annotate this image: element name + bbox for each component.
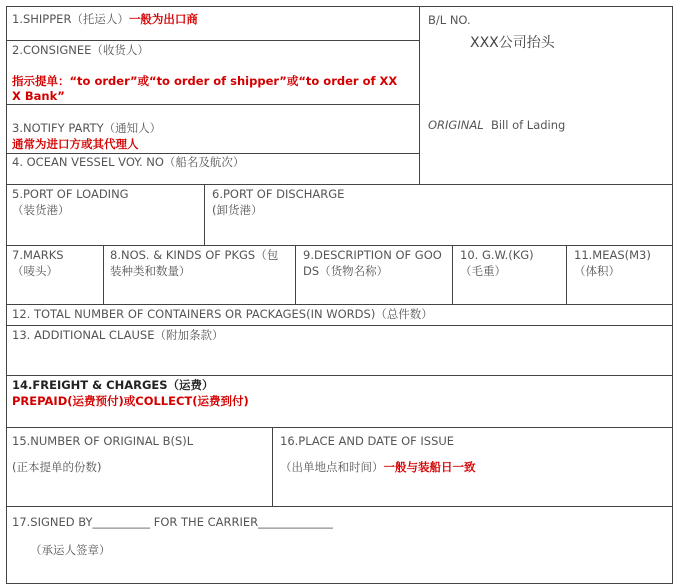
bl-no-label: B/L NO. bbox=[428, 13, 471, 27]
notify-party-label: 3.NOTIFY PARTY（通知人） bbox=[12, 121, 162, 135]
bl-company-header: XXX公司抬头 bbox=[470, 35, 555, 51]
rule-pkgs-divider bbox=[295, 245, 296, 305]
issue-place-date-label: 16.PLACE AND DATE OF ISSUE bbox=[280, 434, 455, 448]
rule-desc-divider bbox=[452, 245, 453, 305]
total-number-label: 12. TOTAL NUMBER OF CONTAINERS OR PACKAGES(IN WORDS)（总件数） bbox=[12, 307, 433, 321]
rule-ports-divider bbox=[204, 184, 205, 246]
port-of-discharge-label: 6.PORT OF DISCHARGE bbox=[212, 187, 345, 201]
description-label-line2: DS（货物名称） bbox=[303, 264, 389, 278]
rule-ports-bottom bbox=[6, 245, 673, 246]
rule-goods-bottom bbox=[6, 304, 673, 305]
consignee-note-line2: X Bank” bbox=[12, 89, 65, 103]
rule-total-bottom bbox=[6, 325, 673, 326]
rule-vessel-bottom bbox=[6, 184, 673, 185]
rule-notify-bottom bbox=[6, 153, 419, 154]
shipper-note: 一般为出口商 bbox=[128, 12, 198, 26]
notify-party-note: 通常为进口方或其代理人 bbox=[12, 137, 139, 151]
port-of-loading-label: 5.PORT OF LOADING bbox=[12, 187, 129, 201]
original-bl-count-label: 15.NUMBER OF ORIGINAL B(S)L bbox=[12, 434, 194, 448]
rule-shipper-bottom bbox=[6, 40, 419, 41]
additional-clause-label: 13. ADDITIONAL CLAUSE（附加条款） bbox=[12, 328, 224, 342]
original-word: ORIGINAL bbox=[428, 118, 484, 132]
shipper-label bbox=[12, 12, 198, 27]
gross-weight-label: 10. G.W.(KG) bbox=[460, 248, 534, 262]
rule-marks-divider bbox=[103, 245, 104, 305]
port-of-discharge-cn: (卸货港） bbox=[212, 203, 263, 217]
rule-clause-bottom bbox=[6, 375, 673, 376]
port-of-loading-cn: （装货港） bbox=[12, 203, 70, 217]
bill-of-lading-form bbox=[6, 6, 673, 584]
shipper-label-text: 1.SHIPPER（托运人） bbox=[12, 12, 129, 26]
issue-place-date-row bbox=[280, 460, 476, 475]
rule-issue-divider bbox=[272, 427, 273, 507]
bill-of-lading-word: Bill of Lading bbox=[490, 118, 566, 132]
description-label-line1: 9.DESCRIPTION OF GOO bbox=[303, 248, 442, 262]
rule-bl-column bbox=[419, 6, 420, 185]
signed-by-label: 17.SIGNED BY__________ FOR THE CARRIER_____________ bbox=[12, 515, 333, 529]
rule-consignee-bottom bbox=[6, 104, 419, 105]
consignee-note-line1: 指示提单：“to order”或“to order of shipper”或“to order of XX bbox=[12, 74, 398, 88]
pkgs-label-line2: 装种类和数量） bbox=[110, 264, 191, 278]
carrier-signature-cn: （承运人签章） bbox=[30, 543, 111, 557]
issue-place-date-cn: （出单地点和时间） bbox=[280, 460, 384, 474]
original-bill-of-lading bbox=[428, 118, 565, 133]
ocean-vessel-label: 4. OCEAN VESSEL VOY. NO（船名及航次） bbox=[12, 155, 245, 169]
consignee-label: 2.CONSIGNEE（收货人） bbox=[12, 43, 149, 57]
rule-issue-bottom bbox=[6, 506, 673, 507]
freight-charges-label: 14.FREIGHT & CHARGES（运费） bbox=[12, 378, 214, 392]
rule-gw-divider bbox=[566, 245, 567, 305]
measurement-label: 11.MEAS(M3) bbox=[574, 248, 651, 262]
issue-place-date-note: 一般与装船日一致 bbox=[383, 460, 476, 474]
pkgs-label-line1: 8.NOS. & KINDS OF PKGS（包 bbox=[110, 248, 279, 262]
marks-label: 7.MARKS bbox=[12, 248, 64, 262]
gross-weight-cn: （毛重） bbox=[460, 264, 506, 278]
measurement-cn: （体积） bbox=[574, 264, 620, 278]
freight-charges-note: PREPAID(运费预付)或COLLECT(运费到付) bbox=[12, 394, 249, 408]
rule-freight-bottom bbox=[6, 427, 673, 428]
original-bl-count-cn: (正本提单的份数) bbox=[12, 460, 102, 474]
marks-cn: （唛头） bbox=[12, 264, 58, 278]
